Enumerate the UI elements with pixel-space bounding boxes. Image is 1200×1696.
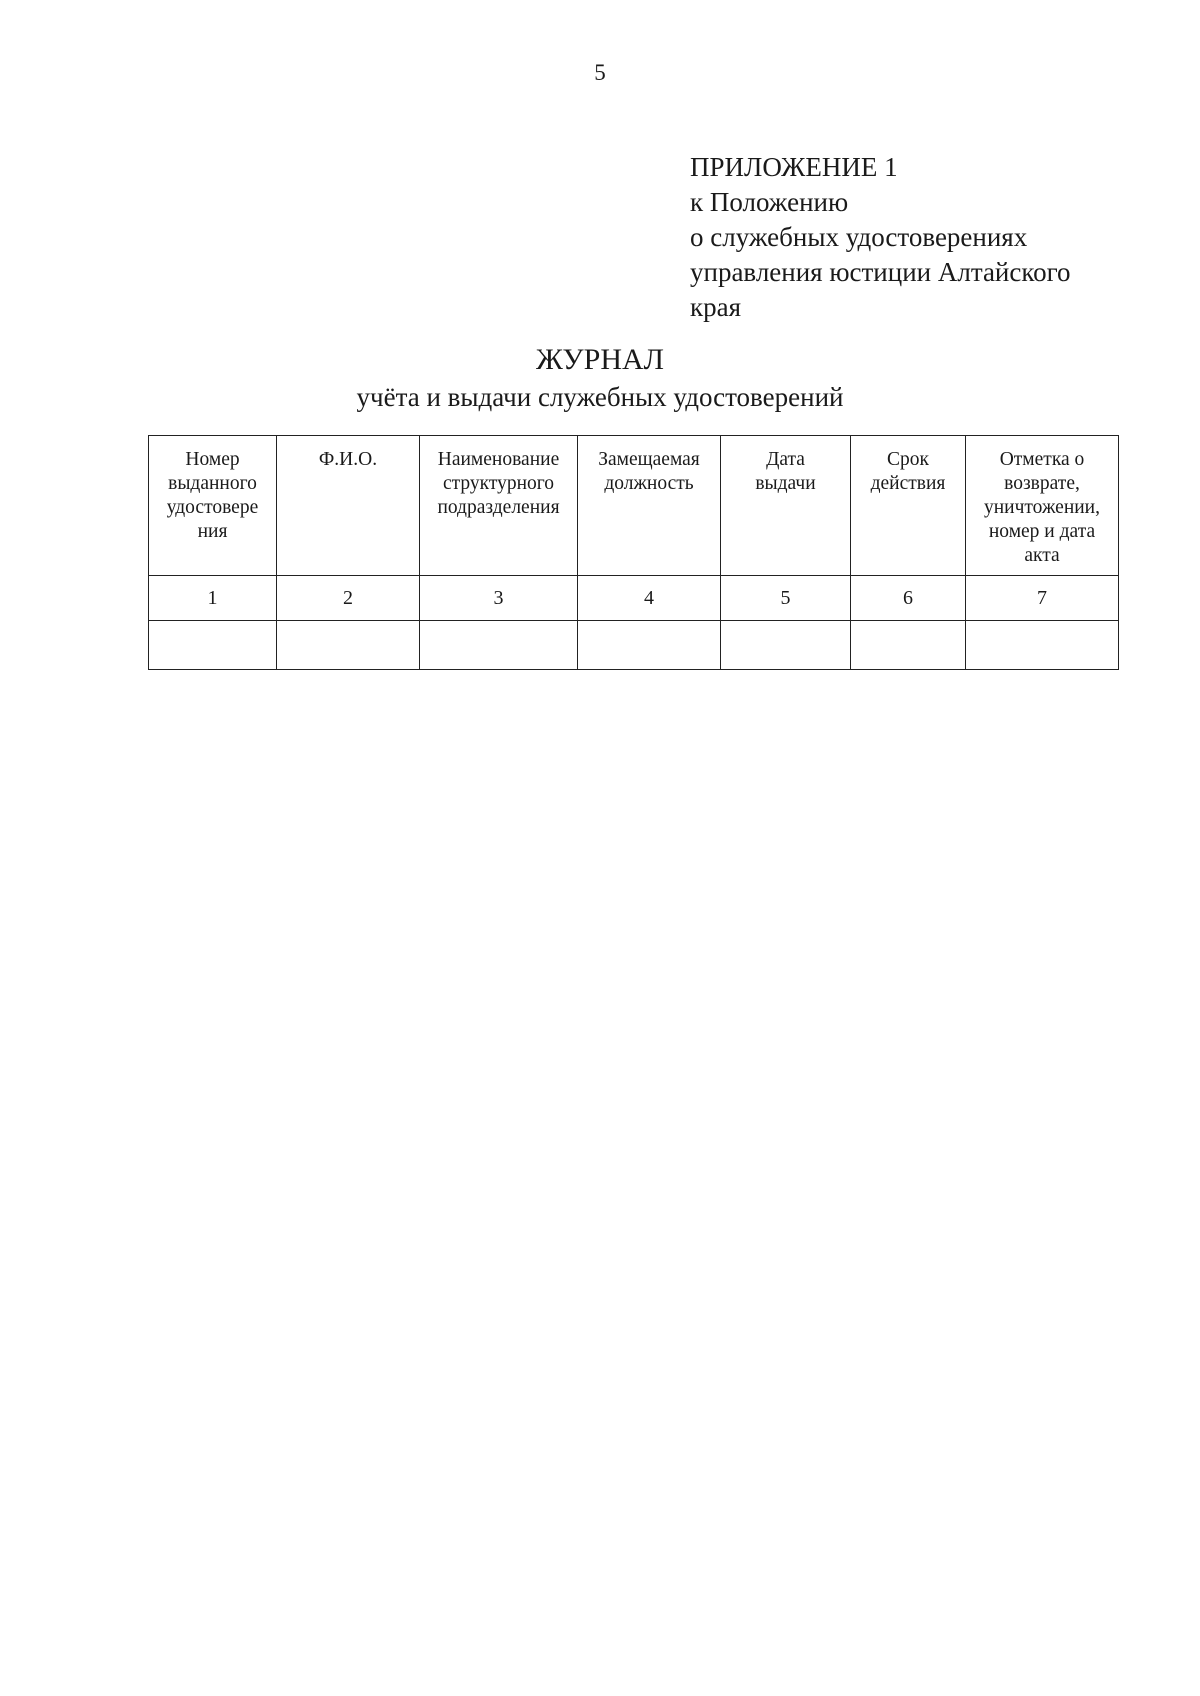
column-number-cell: 4 <box>578 576 721 621</box>
table-cell <box>277 621 420 670</box>
header-line: Дата <box>766 449 805 470</box>
header-line: уничтожении, <box>983 497 1100 518</box>
header-line: Наименование <box>437 449 560 470</box>
appendix-line: края <box>690 292 742 322</box>
table-cell <box>851 621 966 670</box>
appendix-line: к Положению <box>690 187 849 217</box>
appendix-line: ПРИЛОЖЕНИЕ 1 <box>690 152 898 182</box>
column-number-cell: 5 <box>721 576 851 621</box>
header-line: действия <box>870 473 946 494</box>
header-line: подразделения <box>437 497 560 518</box>
appendix-line: управления юстиции Алтайского <box>690 257 1071 287</box>
header-line: акта <box>1024 545 1060 566</box>
column-number-cell: 7 <box>966 576 1119 621</box>
header-line: ния <box>197 521 228 542</box>
header-cell-issue-date <box>721 436 851 576</box>
header-line: Срок <box>887 449 929 470</box>
header-line: Номер <box>185 449 240 470</box>
header-line: Отметка о <box>999 449 1085 470</box>
header-line: Ф.И.О. <box>318 449 378 470</box>
document-title: ЖУРНАЛ <box>535 343 665 376</box>
header-cell-return-note <box>966 436 1119 576</box>
column-number-cell: 6 <box>851 576 966 621</box>
header-row <box>149 436 1119 576</box>
header-cell-validity-period <box>851 436 966 576</box>
header-cell-certificate-number <box>149 436 277 576</box>
appendix-block <box>690 150 1160 325</box>
header-cell-full-name <box>277 436 420 576</box>
table-cell <box>420 621 578 670</box>
header-cell-department <box>420 436 578 576</box>
header-line: Замещаемая <box>598 449 700 470</box>
header-line: выданного <box>168 473 257 494</box>
table-row <box>149 621 1119 670</box>
page-number: 5 <box>594 60 606 85</box>
header-line: удостовере <box>166 497 259 518</box>
appendix-line: о служебных удостоверениях <box>690 222 1028 252</box>
header-cell-position <box>578 436 721 576</box>
header-line: структурного <box>442 473 555 494</box>
table-cell <box>578 621 721 670</box>
table-cell <box>149 621 277 670</box>
header-line: должность <box>604 473 694 494</box>
column-number-cell: 3 <box>420 576 578 621</box>
table-cell <box>721 621 851 670</box>
document-subtitle: учёта и выдачи служебных удостоверений <box>356 382 844 412</box>
header-line: номер и дата <box>988 521 1096 542</box>
column-number-cell: 2 <box>277 576 420 621</box>
column-number-cell: 1 <box>149 576 277 621</box>
column-number-row <box>149 576 1119 621</box>
header-line: возврате, <box>1004 473 1080 494</box>
table-cell <box>966 621 1119 670</box>
journal-table <box>148 435 1119 670</box>
header-line: выдачи <box>755 473 816 494</box>
